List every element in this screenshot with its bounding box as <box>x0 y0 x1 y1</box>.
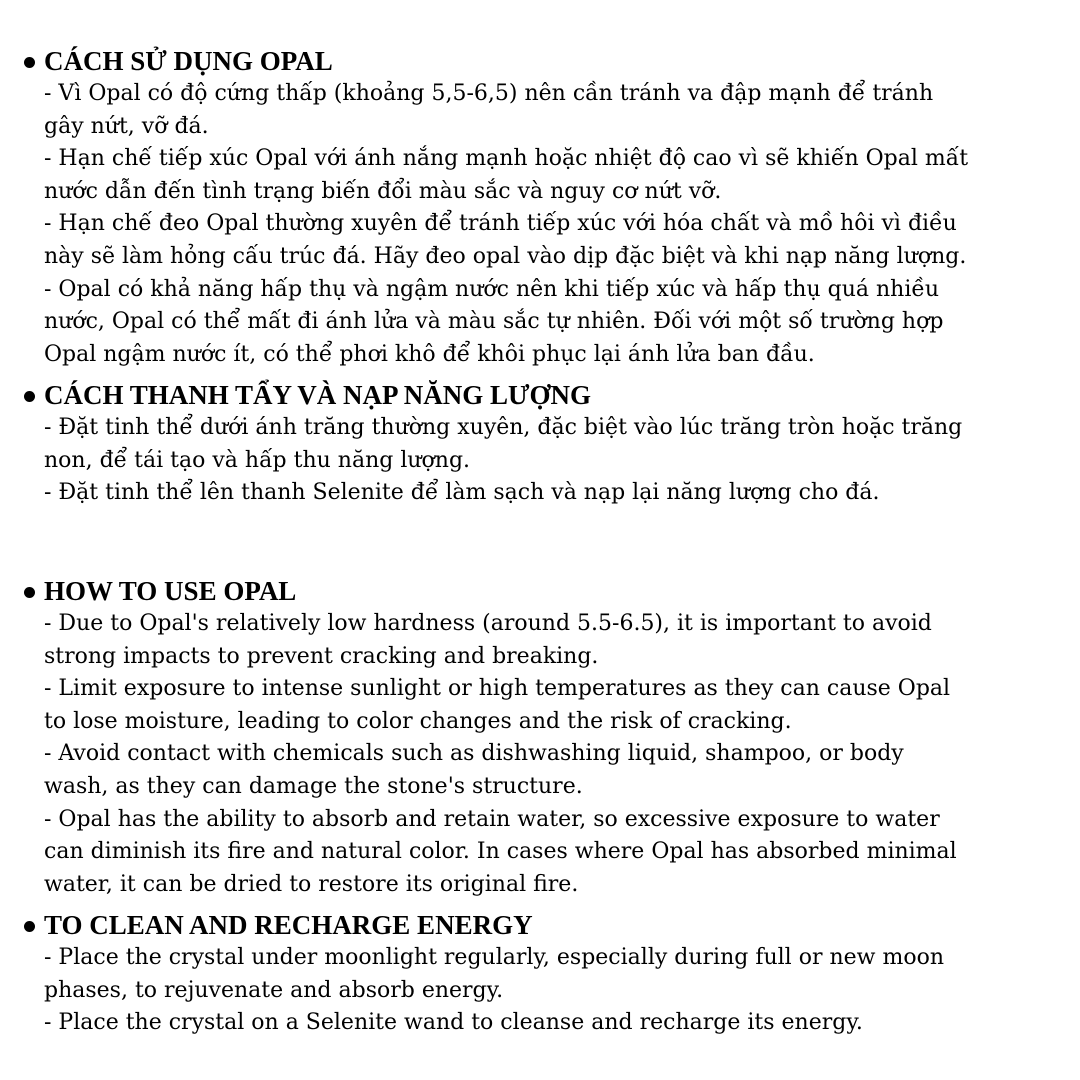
en-usage-line: strong impacts to prevent cracking and breaking. <box>44 643 599 669</box>
en-usage-line: water, it can be dried to restore its original fire. <box>44 871 579 897</box>
en-usage-line: - Avoid contact with chemicals such as dishwashing liquid, shampoo, or body <box>44 741 904 767</box>
en-usage-heading <box>22 574 1042 608</box>
bullet-icon <box>24 391 35 402</box>
en-usage-line: - Due to Opal's relatively low hardness (around 5.5-6.5), it is important to avoid <box>44 611 932 636</box>
vi-usage-section <box>22 44 1042 371</box>
en-cleansing-line: - Place the crystal on a Selenite wand to cleanse and recharge its energy. <box>44 1010 863 1036</box>
vi-usage-line: nước, Opal có thể mất đi ánh lửa và màu sắc tự nhiên. Đối với một số trường hợp <box>44 309 944 335</box>
vi-cleansing-line: - Đặt tinh thể dưới ánh trăng thường xuyên, đặc biệt vào lúc trăng tròn hoặc trăng <box>44 415 963 440</box>
vi-cleansing-line: - Đặt tinh thể lên thanh Selenite để làm sạch và nạp lại năng lượng cho đá. <box>44 480 880 506</box>
bullet-icon <box>24 57 35 68</box>
vi-cleansing-heading-text: CÁCH THANH TẨY VÀ NẠP NĂNG LƯỢNG <box>44 380 592 410</box>
en-usage-line: can diminish its fire and natural color. In cases where Opal has absorbed minimal <box>44 839 957 865</box>
vi-cleansing-heading <box>22 378 1042 412</box>
en-usage-section <box>22 574 1042 901</box>
vi-usage-line: gây nứt, vỡ đá. <box>44 113 209 139</box>
en-usage-line: wash, as they can damage the stone's structure. <box>44 773 583 799</box>
en-cleansing-heading <box>22 908 1042 942</box>
en-cleansing-heading-text: TO CLEAN AND RECHARGE ENERGY <box>44 910 533 940</box>
en-usage-heading-text: HOW TO USE OPAL <box>44 576 297 606</box>
vi-cleansing-line: non, để tái tạo và hấp thu năng lượng. <box>44 447 471 473</box>
vi-usage-line: - Opal có khả năng hấp thụ và ngậm nước nên khi tiếp xúc và hấp thụ quá nhiều <box>44 276 940 302</box>
vi-usage-line: - Hạn chế đeo Opal thường xuyên để tránh tiếp xúc với hóa chất và mồ hôi vì điều <box>44 211 957 237</box>
vi-usage-line: nước dẫn đến tình trạng biến đổi màu sắc và nguy cơ nứt vỡ. <box>44 178 722 204</box>
en-usage-line: to lose moisture, leading to color changes and the risk of cracking. <box>44 708 792 734</box>
en-cleansing-line: - Place the crystal under moonlight regularly, especially during full or new moon <box>44 945 944 970</box>
vi-usage-line: - Hạn chế tiếp xúc Opal với ánh nắng mạnh hoặc nhiệt độ cao vì sẽ khiến Opal mất <box>44 146 969 172</box>
vi-cleansing-section <box>22 378 1042 510</box>
en-cleansing-section <box>22 908 1042 1040</box>
bullet-icon <box>24 921 35 932</box>
en-usage-line: - Limit exposure to intense sunlight or high temperatures as they can cause Opal <box>44 676 951 702</box>
bullet-icon <box>24 587 35 598</box>
vi-usage-line: Opal ngậm nước ít, có thể phơi khô để khôi phục lại ánh lửa ban đầu. <box>44 341 815 367</box>
vi-usage-heading-text: CÁCH SỬ DỤNG OPAL <box>44 46 333 76</box>
vi-usage-line: này sẽ làm hỏng cấu trúc đá. Hãy đeo opal vào dịp đặc biệt và khi nạp năng lượng. <box>44 243 967 269</box>
vi-usage-line: - Vì Opal có độ cứng thấp (khoảng 5,5-6,5) nên cần tránh va đập mạnh để tránh <box>44 81 934 106</box>
vi-usage-heading <box>22 44 1042 78</box>
en-usage-line: - Opal has the ability to absorb and retain water, so excessive exposure to water <box>44 806 940 832</box>
en-cleansing-line: phases, to rejuvenate and absorb energy. <box>44 977 504 1003</box>
